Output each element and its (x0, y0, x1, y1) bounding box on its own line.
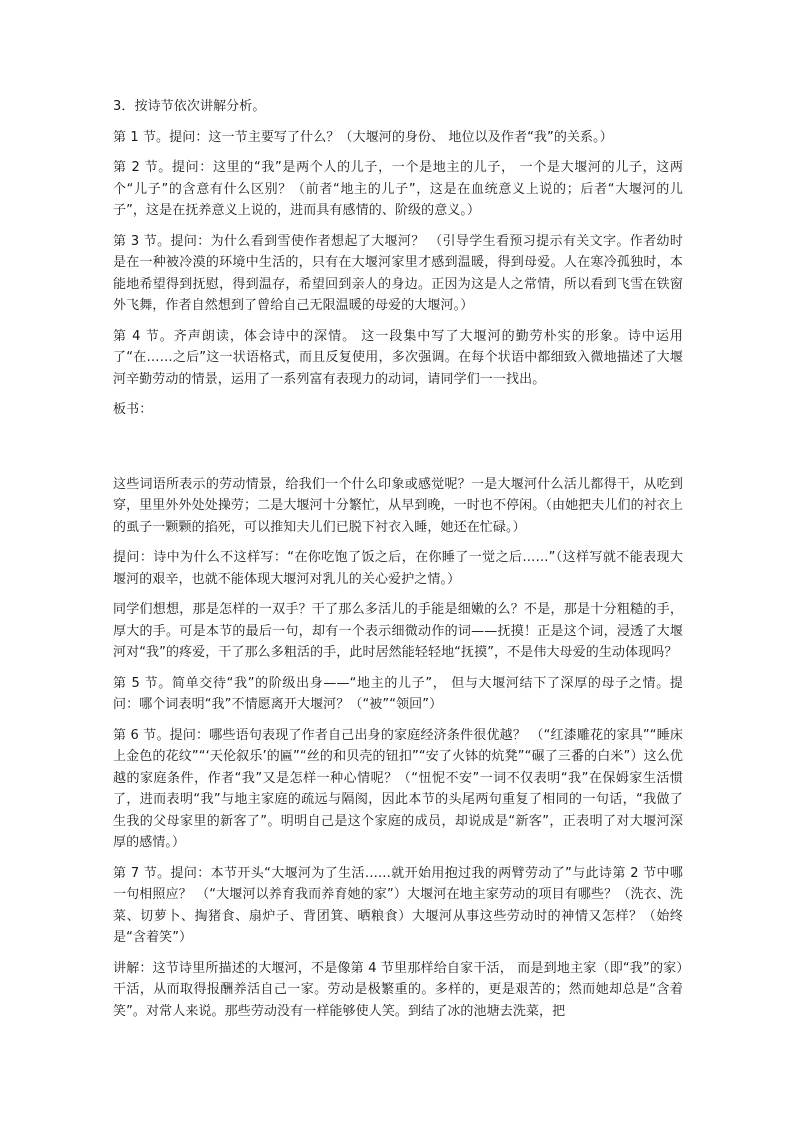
blackboard-label: 板书： (113, 402, 153, 417)
paragraph-question-wording: 提问：诗中为什么不这样写：“在你吃饱了饭之后，在你睡了一觉之后……”（这样写就不能表现大堰河的艰辛，也就不能体现大堰河对乳儿的关心爱护之情。） (113, 550, 683, 587)
paragraph-labor-impression: 这些词语所表示的劳动情景，给我们一个什么印象或感觉呢？一是大堰河什么活儿都得干，从吃到穿，里里外外处处操劳；二是大堰河十分繁忙，从早到晚，一时也不停闲。（由她把夫儿们的衬衣上的虱子一颗颗的掐死，可以推知夫儿们已脱下衬衣入睡，她还在忙碌。） (113, 476, 683, 535)
paragraph-stanza-5: 第 5 节。简单交待“我”的阶级出身——“地主的儿子”， 但与大堰河结下了深厚的母子之情。提问：哪个词表明“我”不情愿离开大堰河？（“被”“领回”） (113, 675, 683, 712)
document-body (113, 96, 683, 1031)
paragraph-explanation: 讲解：这节诗里所描述的大堰河，不是像第 4 节里那样给自家干活， 而是到地主家（即“我”的家）干活，从而取得报酬养活自己一家。劳动是极繁重的。多样的，更是艰苦的；然而她却总是“含着笑”。对常人来说。那些劳动没有一样能够使人笑。到结了冰的池塘去洗菜，把 (113, 960, 683, 1019)
paragraph-stanza-3: 第 3 节。提问：为什么看到雪使作者想起了大堰河？ （引导学生看预习提示有关文字。作者幼时是在一种被冷漠的环境中生活的，只有在大堰河家里才感到温暖，得到母爱。人在寒冷孤独时，本能地希望得到抚慰，得到温存，希望回到亲人的身边。正因为这是人之常情，所以看到飞雪在铁窗外飞舞，作者自然想到了曾给自己无限温暖的母爱的大堰河。） (113, 233, 683, 313)
paragraph-stanza-6: 第 6 节。提问：哪些语句表现了作者自己出身的家庭经济条件很优越？ （“红漆雕花的家具”“睡床上金色的花纹”“‘天伦叙乐’的匾”“丝的和贝壳的钮扣”“安了火钵的炕凳”“碾了三番的白米”）这么优越的家庭条件，作者“我”又是怎样一种心情呢？（“忸怩不安”一词不仅表明“我”在保姆家生活惯了，进而表明“我”与地主家庭的疏远与隔阂，因此本节的头尾两句重复了相同的一句话，“我做了生我的父母家里的新客了”。明明自己是这个家庭的成员，却说成是“新客”，正表明了对大堰河深厚的感情。） (113, 727, 683, 850)
paragraph-stanza-4: 第 4 节。齐声朗读，体会诗中的深情。 这一段集中写了大堰河的勤劳朴实的形象。诗中运用了“在……之后”这一状语格式，而且反复使用，多次强调。在每个状语中都细致入微地描述了大堰河辛勤劳动的情景，运用了一系列富有表现力的动词，请同学们一一找出。 (113, 328, 683, 387)
section-heading: 3．按诗节依次讲解分析。 (113, 99, 266, 114)
paragraph-stanza-1: 第 1 节。提问：这一节主要写了什么？（大堰河的身份、 地位以及作者“我”的关系。） (113, 129, 613, 145)
paragraph-hands: 同学们想想，那是怎样的一双手？干了那么多活儿的手能是细嫩的么？不是，那是十分粗糙的手，厚大的手。可是本节的最后一句，却有一个表示细微动作的词——抚摸！正是这个词，浸透了大堰河对“我”的疼爱，干了那么多粗活的手，此时居然能轻轻地“抚摸”，不是伟大母爱的生动体现吗？ (113, 602, 683, 660)
paragraph-stanza-2: 第 2 节。提问：这里的“我”是两个人的儿子，一个是地主的儿子， 一个是大堰河的儿子，这两个“儿子”的含意有什么区别？（前者“地主的儿子”，这是在血统意义上说的；后者“大堰河的儿子”，这是在抚养意义上说的，进而具有感情的、阶级的意义。） (113, 160, 683, 218)
paragraph-stanza-7: 第 7 节。提问：本节开头“大堰河为了生活……就开始用抱过我的两臂劳动了”与此诗第 2 节中哪一句相照应？ （“大堰河以养育我而养育她的家”）大堰河在地主家劳动的项目有哪些？（洗衣、洗菜、切萝卜、掏猪食、扇炉子、背团箕、晒粮食）大堰河从事这些劳动时的神情又怎样？（始终是“含着笑”） (113, 865, 683, 945)
blackboard-blank-area (113, 430, 683, 474)
